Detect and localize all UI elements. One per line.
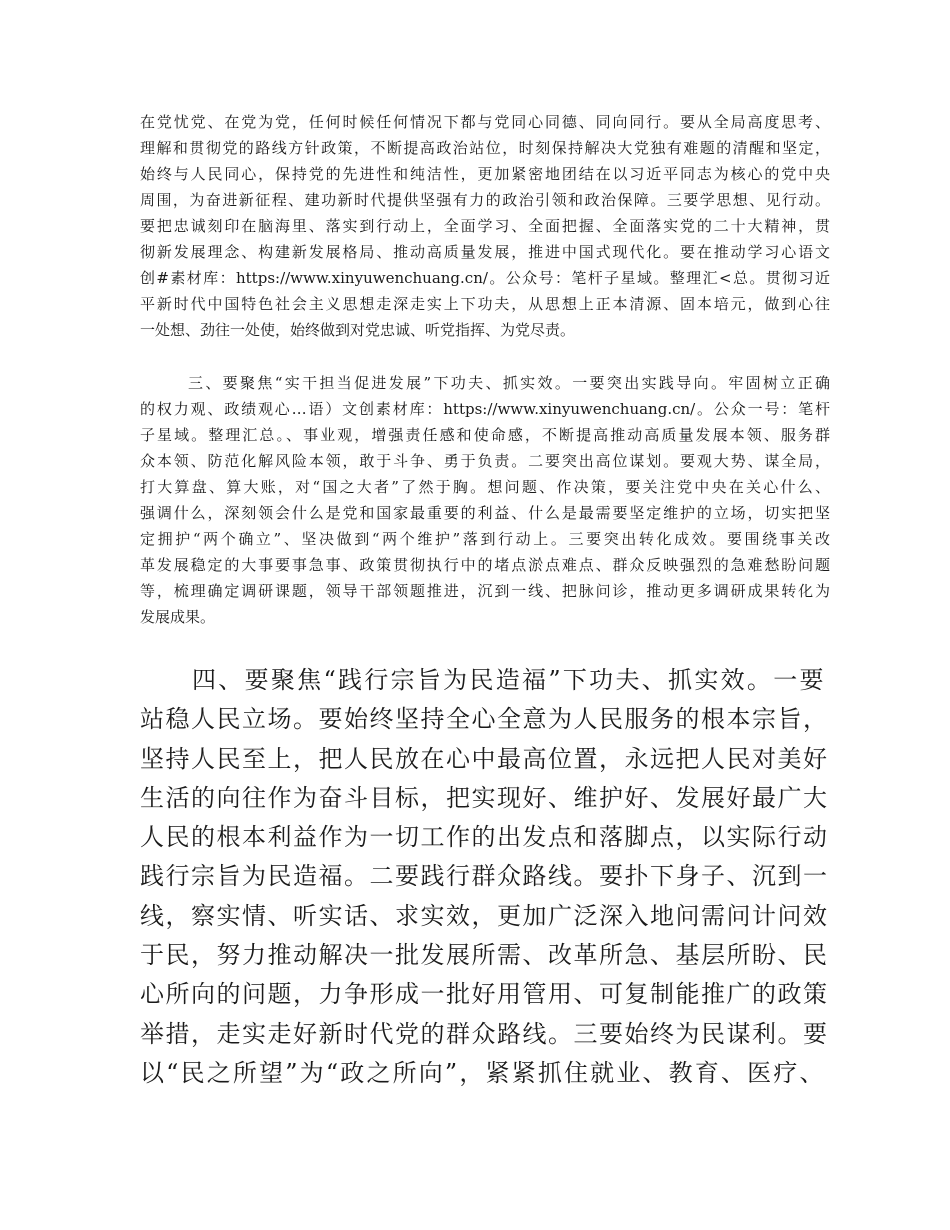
paragraph-line: 坚持人民至上，把人民放在心中最高位置，永远把人民对美好 [140,744,829,773]
paragraph-line: 在党忧党、在党为党，任何时候任何情况下都与党同心同德、同向同行。要从全局高度思考、 [140,113,830,131]
paragraph-line: 站稳人民立场。要始终坚持全心全意为人民服务的根本宗旨， [140,705,829,734]
paragraph-line: 以“民之所望”为“政之所向”，紧紧抓住就业、教育、医疗、 [140,1058,825,1087]
paragraph-line: 生活的向往作为奋斗目标，把实现好、维护好、发展好最广大 [140,783,829,812]
paragraph-line: 周围，为奋进新征程、建功新时代提供坚强有力的政治引领和政治保障。三要学思想、见行动。 [140,191,830,209]
paragraph-line: 线，察实情、听实话、求实效，更加广泛深入地问需问计问效 [140,901,829,930]
paragraph-line: 践行宗旨为民造福。二要践行群众路线。要扑下身子、沉到一 [140,862,829,891]
paragraph-line: 彻新发展理念、构建新发展格局、推动高质量发展，推进中国式现代化。要在推动学习心语文 [140,243,830,261]
paragraph-line: 众本领、防范化解风险本领，敢于斗争、勇于负责。二要突出高位谋划。要观大势、谋全局， [140,452,830,470]
paragraph-line: 三、要聚焦“实干担当促进发展”下功夫、抓实效。一要突出实践导向。牢固树立正确 [188,374,830,392]
paragraph-line: 等，梳理确定调研课题，领导干部领题推进，沉到一线、把脉问诊，推动更多调研成果转化为 [140,582,830,600]
paragraph-line: 强调什么，深刻领会什么是党和国家最重要的利益、什么是最需要坚定维护的立场，切实把坚 [140,504,830,522]
paragraph-line: 要把忠诚刻印在脑海里、落实到行动上，全面学习、全面把握、全面落实党的二十大精神，贯 [140,217,830,235]
paragraph-line: 四、要聚焦“践行宗旨为民造福”下功夫、抓实效。一要 [192,666,825,694]
paragraph-line: 打大算盘、算大账，对“国之大者”了然于胸。想问题、作决策，要关注党中央在关心什么、 [140,478,830,496]
paragraph-line: 心所向的问题，力争形成一批好用管用、可复制能推广的政策 [140,980,829,1009]
paragraph-loyalty [140,109,830,343]
paragraph-section-three [140,370,830,630]
paragraph-line: 一处想、劲往一处使，始终做到对党忠诚、听党指挥、为党尽责。 [140,321,576,339]
paragraph-line: 人民的根本利益作为一切工作的出发点和落脚点，以实际行动 [140,823,829,852]
paragraph-line: 理解和贯彻党的路线方针政策，不断提高政治站位，时刻保持解决大党独有难题的清醒和坚定， [140,139,830,157]
paragraph-line: 始终与人民同心，保持党的先进性和纯洁性，更加紧密地团结在以习近平同志为核心的党中央 [140,165,830,183]
paragraph-line: 于民，努力推动解决一批发展所需、改革所急、基层所盼、民 [140,941,829,970]
paragraph-line: 发展成果。 [140,608,216,626]
paragraph-line: 举措，走实走好新时代党的群众路线。三要始终为民谋利。要 [140,1019,829,1048]
paragraph-line: 创#素材库：https://www.xinyuwenchuang.cn/。公众号：笔杆子星域。整理汇<总。贯彻习近 [140,269,830,287]
paragraph-section-four [140,661,829,1093]
paragraph-line: 定拥护“两个确立”、坚决做到“两个维护”落到行动上。三要突出转化成效。要围绕事关改 [140,530,830,548]
paragraph-line: 平新时代中国特色社会主义思想走深走实上下功夫，从思想上正本清源、固本培元，做到心往 [140,295,830,313]
paragraph-line: 的权力观、政绩观心…语）文创素材库：https://www.xinyuwenchuang.cn/。公众一号：笔杆 [140,400,830,418]
paragraph-line: 革发展稳定的大事要事急事、政策贯彻执行中的堵点淤点难点、群众反映强烈的急难愁盼问题 [140,556,830,574]
paragraph-line: 子星域。整理汇总。、事业观，增强责任感和使命感，不断提高推动高质量发展本领、服务群 [140,426,830,444]
